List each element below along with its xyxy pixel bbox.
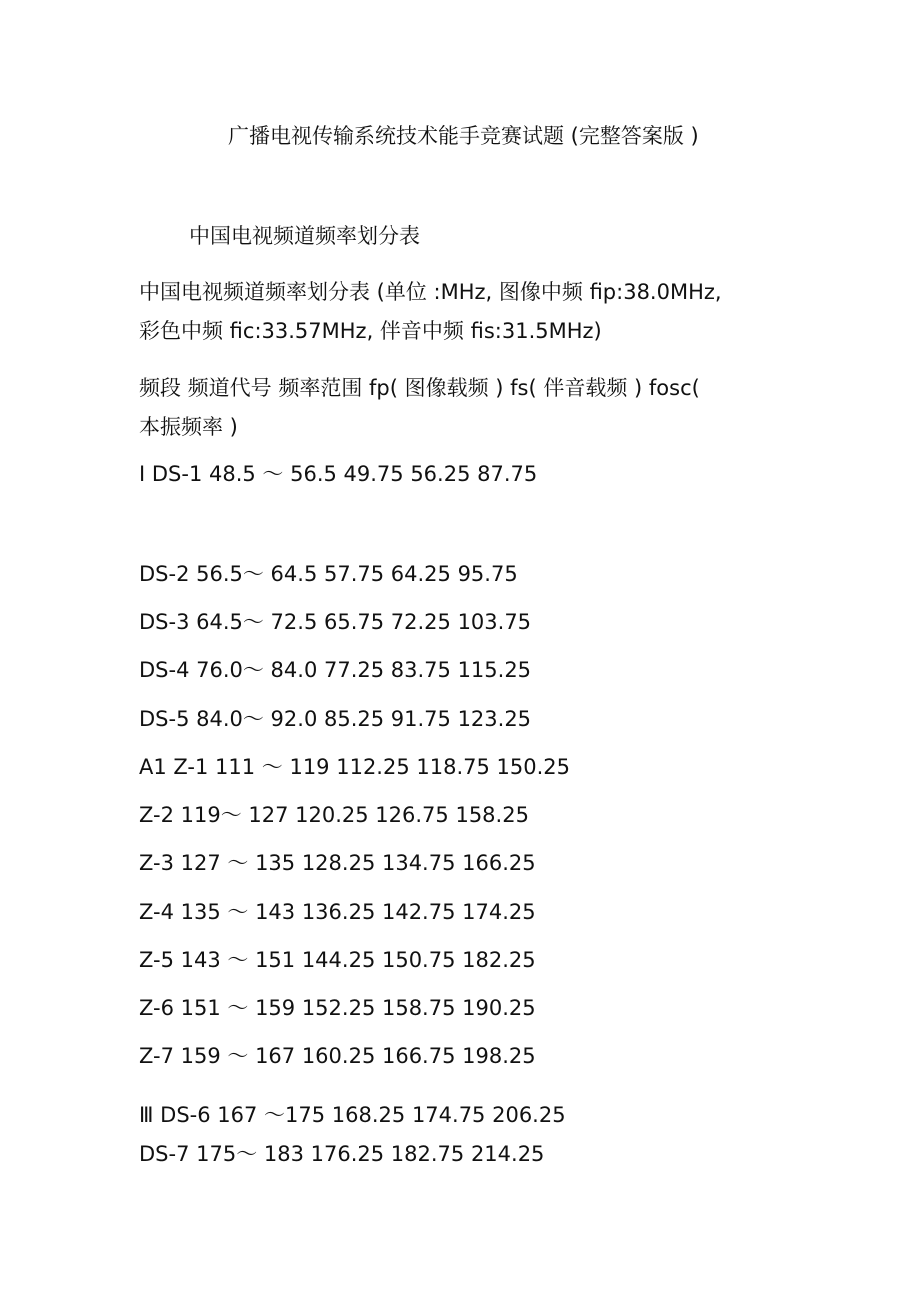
- table-row: Z-3 127 ～ 135 128.25 134.75 166.25: [139, 851, 536, 875]
- table-heading: 中国电视频道频率划分表: [189, 224, 420, 248]
- table-row: Ⅰ DS-1 48.5 ～ 56.5 49.75 56.25 87.75: [139, 462, 538, 486]
- table-row: DS-3 64.5～ 72.5 65.75 72.25 103.75: [139, 610, 532, 634]
- table-row: A1 Z-1 111 ～ 119 112.25 118.75 150.25: [139, 755, 571, 779]
- intro-line-1: 中国电视频道频率划分表 (单位 :MHz, 图像中频 fip:38.0MHz,: [139, 280, 722, 304]
- table-row: DS-5 84.0～ 92.0 85.25 91.75 123.25: [139, 707, 532, 731]
- table-row: DS-2 56.5～ 64.5 57.75 64.25 95.75: [139, 562, 518, 586]
- table-row: DS-4 76.0～ 84.0 77.25 83.75 115.25: [139, 658, 532, 682]
- intro-line-2: 彩色中频 fic:33.57MHz, 伴音中频 fis:31.5MHz): [139, 319, 602, 343]
- table-row: Z-6 151 ～ 159 152.25 158.75 190.25: [139, 996, 536, 1020]
- column-header-line-2: 本振频率 ): [139, 415, 238, 439]
- document-title: 广播电视传输系统技术能手竞赛试题 (完整答案版 ): [228, 124, 699, 148]
- table-row: Z-7 159 ～ 167 160.25 166.75 198.25: [139, 1044, 536, 1068]
- table-row: Z-2 119～ 127 120.25 126.75 158.25: [139, 803, 529, 827]
- table-row: Z-5 143 ～ 151 144.25 150.75 182.25: [139, 948, 536, 972]
- table-row: Z-4 135 ～ 143 136.25 142.75 174.25: [139, 900, 536, 924]
- table-row: DS-7 175～ 183 176.25 182.75 214.25: [139, 1142, 545, 1166]
- table-row: Ⅲ DS-6 167 ～175 168.25 174.75 206.25: [139, 1103, 566, 1127]
- column-header-line-1: 频段 频道代号 频率范围 fp( 图像载频 ) fs( 伴音载频 ) fosc(: [139, 376, 700, 400]
